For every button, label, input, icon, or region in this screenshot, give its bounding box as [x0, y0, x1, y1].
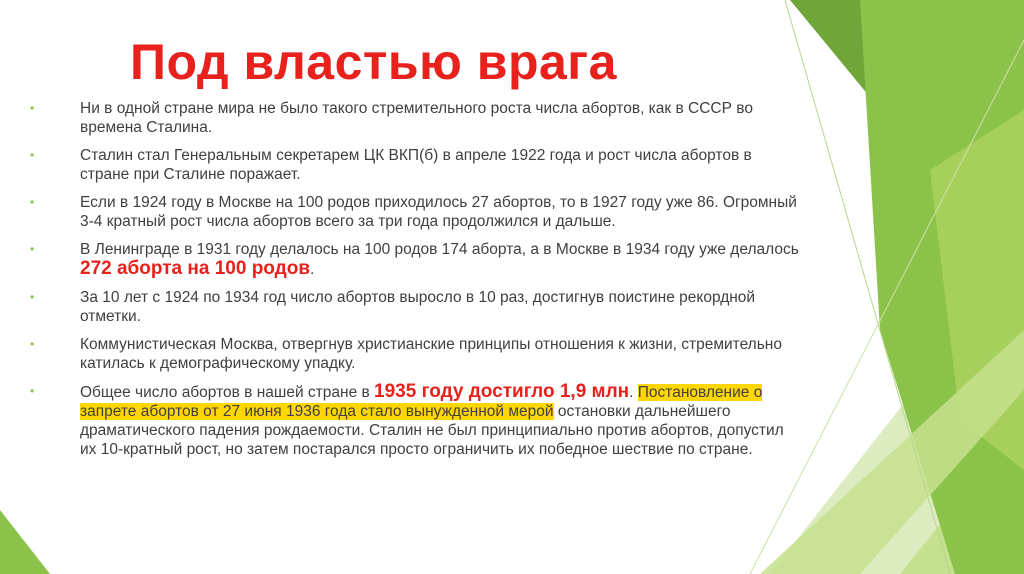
bullet-dot-icon: • [30, 337, 35, 351]
slide-title: Под властью врага [130, 34, 617, 90]
bullet-dot-icon: • [30, 242, 35, 256]
bullet-item [30, 288, 800, 326]
bullet-text: Если в 1924 году в Москве на 100 родов приходилось 27 абортов, то в 1927 году уже 86. Огромный 3-4 кратный рост числа абортов всего за три года продолжился и дальше. [80, 194, 797, 230]
bullet-text: Общее число абортов в нашей стране в [80, 384, 375, 401]
bullet-dot-icon: • [30, 101, 35, 115]
bullet-dot-icon: • [30, 384, 35, 398]
highlighted-figure: 1935 году достигло 1,9 млн [374, 381, 630, 402]
bullet-text-end: . [310, 261, 315, 278]
bullet-item [30, 382, 800, 459]
bullet-dot-icon: • [30, 148, 35, 162]
bullet-text-end: остановки дальнейшего драматического падения рождаемости. Сталин не был принципиально против абортов, допустил их 10-кратный рост, но затем постарался просто ограничить их победное шествие по стране. [80, 403, 784, 458]
bullet-item [30, 335, 800, 373]
bullet-text-middle: . [629, 384, 638, 401]
bullet-list [30, 99, 800, 468]
bullet-item [30, 146, 800, 184]
bullet-dot-icon: • [30, 195, 35, 209]
highlighted-figure: 272 аборта на 100 родов [80, 258, 311, 279]
bullet-item [30, 240, 800, 279]
bullet-text: Коммунистическая Москва, отвергнув христианские принципы отношения к жизни, стремительно катилась к демографическому упадку. [80, 336, 782, 372]
bullet-text: За 10 лет с 1924 по 1934 год число абортов выросло в 10 раз, достигнув поистине рекордной отметки. [80, 289, 756, 325]
bullet-text: В Ленинграде в 1931 году делалось на 100 родов 174 аборта, а в Москве в 1934 году уже делалось [80, 241, 799, 258]
bullet-item [30, 99, 800, 137]
bullet-text: Ни в одной стране мира не было такого стремительного роста числа абортов, как в СССР во времена Сталина. [80, 100, 753, 136]
bullet-dot-icon: • [30, 290, 35, 304]
highlighted-decree: Постановление о запрете абортов от 27 июня 1936 года стало вынужденной мерой [80, 384, 763, 420]
bullet-text: Сталин стал Генеральным секретарем ЦК ВКП(б) в апреле 1922 года и рост числа абортов в стране при Сталине поражает. [80, 147, 752, 183]
bullet-item [30, 193, 800, 231]
facet-bottom-left [0, 510, 50, 574]
